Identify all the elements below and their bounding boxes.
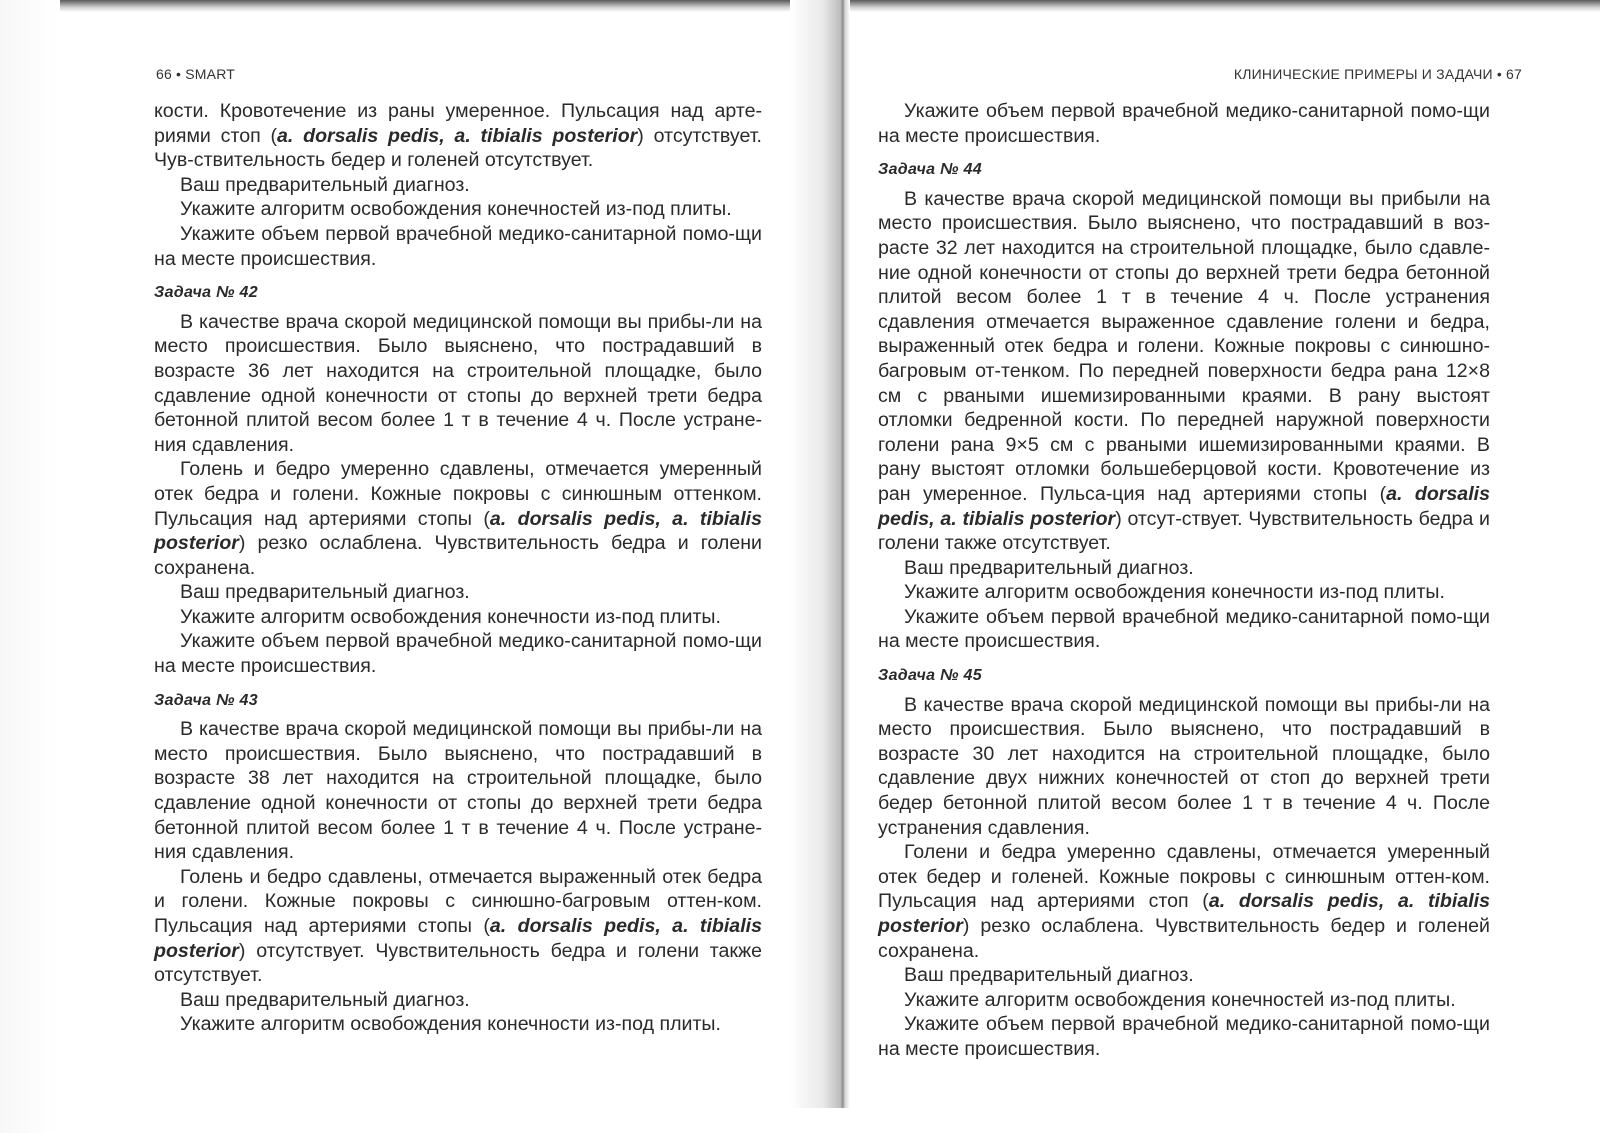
task-45-question-algorithm: Укажите алгоритм освобождения конечностей из-под плиты. <box>904 988 1456 1011</box>
question-algorithm: Укажите алгоритм освобождения конечностей из-под плиты. <box>180 198 732 221</box>
page-edge-left <box>0 0 60 1133</box>
task-45-question-diagnosis: Ваш предварительный диагноз. <box>904 964 1194 987</box>
task-43-question-algorithm: Укажите алгоритм освобождения конечности из-под плиты. <box>180 1013 721 1036</box>
page-header-left: 66 • SMART <box>156 66 235 82</box>
task-42-heading: Задача № 42 <box>154 284 258 302</box>
question-diagnosis: Ваш предварительный диагноз. <box>180 173 470 196</box>
task-44-question-diagnosis: Ваш предварительный диагноз. <box>904 556 1194 579</box>
task-44-paragraph-1: В качестве врача скорой медицинской помощи вы прибыли на место происшествия. Было выяснено, что пострадавший в воз-расте 32 лет находится на строительной площадке, было сдавле-ние одной конечности от стопы до верхней трети бедра бетонной плитой весом более 1 т в течение 4 ч. После устранения сдавления отмечается выраженное сдавление голени и бедра, выраженный отек бедра и голени. Кожные покровы с синюшно-багровым от-тенком. По передней поверхности бедра рана 12×8 см с рваными ишемизированными краями. В рану выстоят отломки бедренной кости. По передней наружной поверхности голени рана 9×5 см с рваными ишемизированными краями. В рану выстоят отломки большеберцовой кости. Кровотечение из ран умеренное. Пульса-ция над артериями стопы (a. dorsalis pedis, a. tibialis posterior) отсут-ствует. Чувствительность бедра и голени также отсутствует. <box>878 187 1490 555</box>
task-42-question-first-aid: Укажите объем первой врачебной медико-санитарной помо-щи на месте происшествия. <box>154 630 762 678</box>
book-gutter <box>790 0 850 1110</box>
task-45-paragraph-1: В качестве врача скорой медицинской помощи вы прибы-ли на место происшествия. Было выяснено, что пострадавший в возрасте 30 лет находится на строительной площадке, было сдавление двух нижних конечностей от стоп до верхней трети бедер бетонной плитой весом более 1 т в течение 4 ч. После устранения сдавления. <box>878 693 1490 839</box>
task-44-heading: Задача № 44 <box>878 161 982 179</box>
page-edge-bottom <box>60 1108 1600 1133</box>
task-44-question-first-aid: Укажите объем первой врачебной медико-санитарной помо-щи на месте происшествия. <box>878 605 1490 653</box>
task-44-question-algorithm: Укажите алгоритм освобождения конечности из-под плиты. <box>904 581 1445 604</box>
left-page <box>60 0 792 1110</box>
task-42-paragraph-1: В качестве врача скорой медицинской помощи вы прибы-ли на место происшествия. Было выяснено, что пострадавший в возрасте 36 лет находится на строительной площадке, было сдавление одной конечности от стопы до верхней трети бедра бетонной плитой весом более 1 т в течение 4 ч. После устране-ния сдавления. <box>154 310 762 456</box>
task-43-heading: Задача № 43 <box>154 691 258 709</box>
task-45-heading: Задача № 45 <box>878 667 982 685</box>
task-43-question-diagnosis: Ваш предварительный диагноз. <box>180 988 470 1011</box>
left-page-text <box>154 99 762 1037</box>
question-first-aid-continued: Укажите объем первой врачебной медико-санитарной помо-щи на месте происшествия. <box>878 100 1490 147</box>
task-45-question-first-aid: Укажите объем первой врачебной медико-санитарной помо-щи на месте происшествия. <box>878 1013 1490 1060</box>
task-42-question-diagnosis: Ваш предварительный диагноз. <box>180 581 470 604</box>
question-first-aid: Укажите объем первой врачебной медико-санитарной помо-щи на месте происшествия. <box>154 222 762 270</box>
task-43-paragraph-2: Голень и бедро сдавлены, отмечается выраженный отек бедра и голени. Кожные покровы с синюшно-багровым оттен-ком. Пульсация над артериями стопы (a. dorsalis pedis, a. tibialis posterior) отсутствует. Чувствительность бедра и голени также отсутствует. <box>154 865 762 987</box>
right-page <box>850 0 1600 1110</box>
page-header-right: КЛИНИЧЕСКИЕ ПРИМЕРЫ И ЗАДАЧИ • 67 <box>1233 66 1522 82</box>
task-42-paragraph-2: Голень и бедро умеренно сдавлены, отмечается умеренный отек бедра и голени. Кожные покровы с синюшным оттенком. Пульсация над артериями стопы (a. dorsalis pedis, a. tibialis posterior) резко ослаблена. Чувствительность бедра и голени сохранена. <box>154 458 762 579</box>
right-page-text <box>878 99 1490 1062</box>
continued-paragraph: кости. Кровотечение из раны умеренное. Пульсация над арте-риями стоп (a. dorsalis pedis, a. tibialis posterior) отсутствует. Чув-ствительность бедер и голеней отсутствует. <box>154 100 762 172</box>
task-45-paragraph-2: Голени и бедра умеренно сдавлены, отмечается умеренный отек бедер и голеней. Кожные покровы с синюшным оттен-ком. Пульсация над артериями стоп (a. dorsalis pedis, a. tibialis posterior) резко ослаблена. Чувствительность бедер и голеней сохранена. <box>878 841 1491 962</box>
task-42-question-algorithm: Укажите алгоритм освобождения конечности из-под плиты. <box>180 605 721 628</box>
task-43-paragraph-1: В качестве врача скорой медицинской помощи вы прибы-ли на место происшествия. Было выяснено, что пострадавший в возрасте 38 лет находится на строительной площадке, было сдавление одной конечности от стопы до верхней трети бедра бетонной плитой весом более 1 т в течение 4 ч. После устране-ния сдавления. <box>154 718 762 864</box>
